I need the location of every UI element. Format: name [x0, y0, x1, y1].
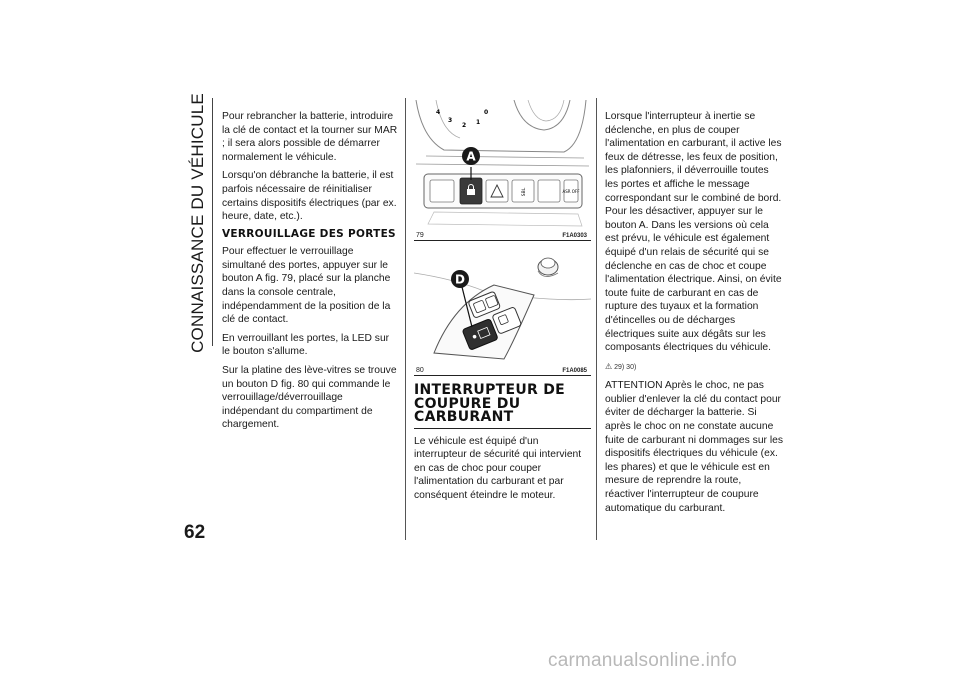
window-switch-panel-illustration	[414, 241, 591, 363]
heading-door-locking: VERROUILLAGE DES PORTES	[222, 227, 396, 240]
gauge-label: 3	[448, 117, 453, 124]
column-divider-right	[596, 98, 597, 540]
heading-fuel-cutoff: INTERRUPTEUR DE COUPURE DU CARBURANT	[414, 384, 591, 429]
gauge-label: 0	[484, 109, 489, 116]
figure-code: F1A0303	[562, 233, 587, 239]
warning-refs-text: 29) 30)	[614, 363, 637, 371]
paragraph: ATTENTION Après le choc, ne pas oublier d'enlever la clé du contact pour éviter de décharger la batterie. Si après le choc on ne constate aucune fuite de carburant ni dommages sur les dispositifs électriques du véhicule (ex. les phares) et que le véhicule est en mesure de reprendre la route, réactiver l'interrupteur de coupure automatique du carburant.	[605, 380, 783, 514]
warning-references	[605, 360, 783, 375]
paragraph: Lorsque l'interrupteur à inertie se déclenche, en plus de couper l'alimentation en carburant, il active les feux de détresse, les feux de position, les plafonniers, il déverrouille toutes les portes et affiche le message correspondant sur le combiné de bord. Pour les désactiver, appuyer sur le bouton A. Dans les versions où cela est prévu, le véhicule est également équipé d'un relais de sécurité qui se déclenche en cas de choc et coupe l'alimentation électrique. Ainsi, on évite toute fuite de carburant en cas de rupture des tuyaux et la formation d'étincelles ou de décharges électriques suite aux dégâts sur les composants électriques du véhicule.	[605, 111, 782, 354]
figure-code: F1A0085	[562, 368, 587, 374]
column-2	[414, 100, 591, 507]
section-title-text: CONNAISSANCE DU VÉHICULE	[188, 93, 207, 353]
button-label: ASR OFF	[562, 189, 580, 194]
figure-80	[414, 241, 591, 376]
figure-number: 80	[416, 367, 424, 374]
paragraph: Pour effectuer le verrouillage simultané des portes, appuyer sur le bouton A fig. 79, placé sur la planche dans la console centrale, indépendamment de la position de la clé de contact.	[222, 246, 391, 326]
gauge-label: 2	[462, 122, 467, 129]
figure-79	[414, 100, 591, 241]
watermark: carmanualsonline.info	[548, 650, 738, 671]
column-divider-left	[405, 98, 406, 540]
paragraph: Sur la platine des lève-vitres se trouve un bouton D fig. 80 qui commande le verrouillage/déverrouillage indépendant du compartiment de chargement.	[222, 365, 397, 431]
callout-label: A	[466, 149, 476, 164]
figure-number: 79	[416, 232, 424, 239]
column-3	[605, 110, 783, 520]
gauge-label: 1	[476, 119, 481, 126]
gauge-label: 4	[436, 109, 441, 116]
warning-icon: ⚠	[605, 361, 613, 371]
page-number: 62	[184, 522, 206, 543]
section-title	[186, 93, 210, 353]
paragraph: Pour rebrancher la batterie, introduire la clé de contact et la tourner sur MAR ; il sera alors possible de démarrer normalement le véhicule.	[222, 111, 398, 163]
section-title-rule	[212, 98, 213, 346]
paragraph: Lorsqu'on débranche la batterie, il est parfois nécessaire de réinitialiser certains dispositifs électriques (par ex. heure, date, etc.).	[222, 170, 397, 223]
paragraph: En verrouillant les portes, la LED sur le bouton s'allume.	[222, 332, 390, 358]
button-label: SBL	[522, 187, 527, 197]
dashboard-console-illustration	[414, 100, 591, 228]
column-1	[222, 110, 398, 437]
paragraph: Le véhicule est équipé d'un interrupteur de sécurité qui intervient en cas de choc pour couper l'alimentation du carburant et par conséquent éteindre le moteur.	[414, 435, 582, 501]
callout-label: D	[455, 272, 465, 287]
